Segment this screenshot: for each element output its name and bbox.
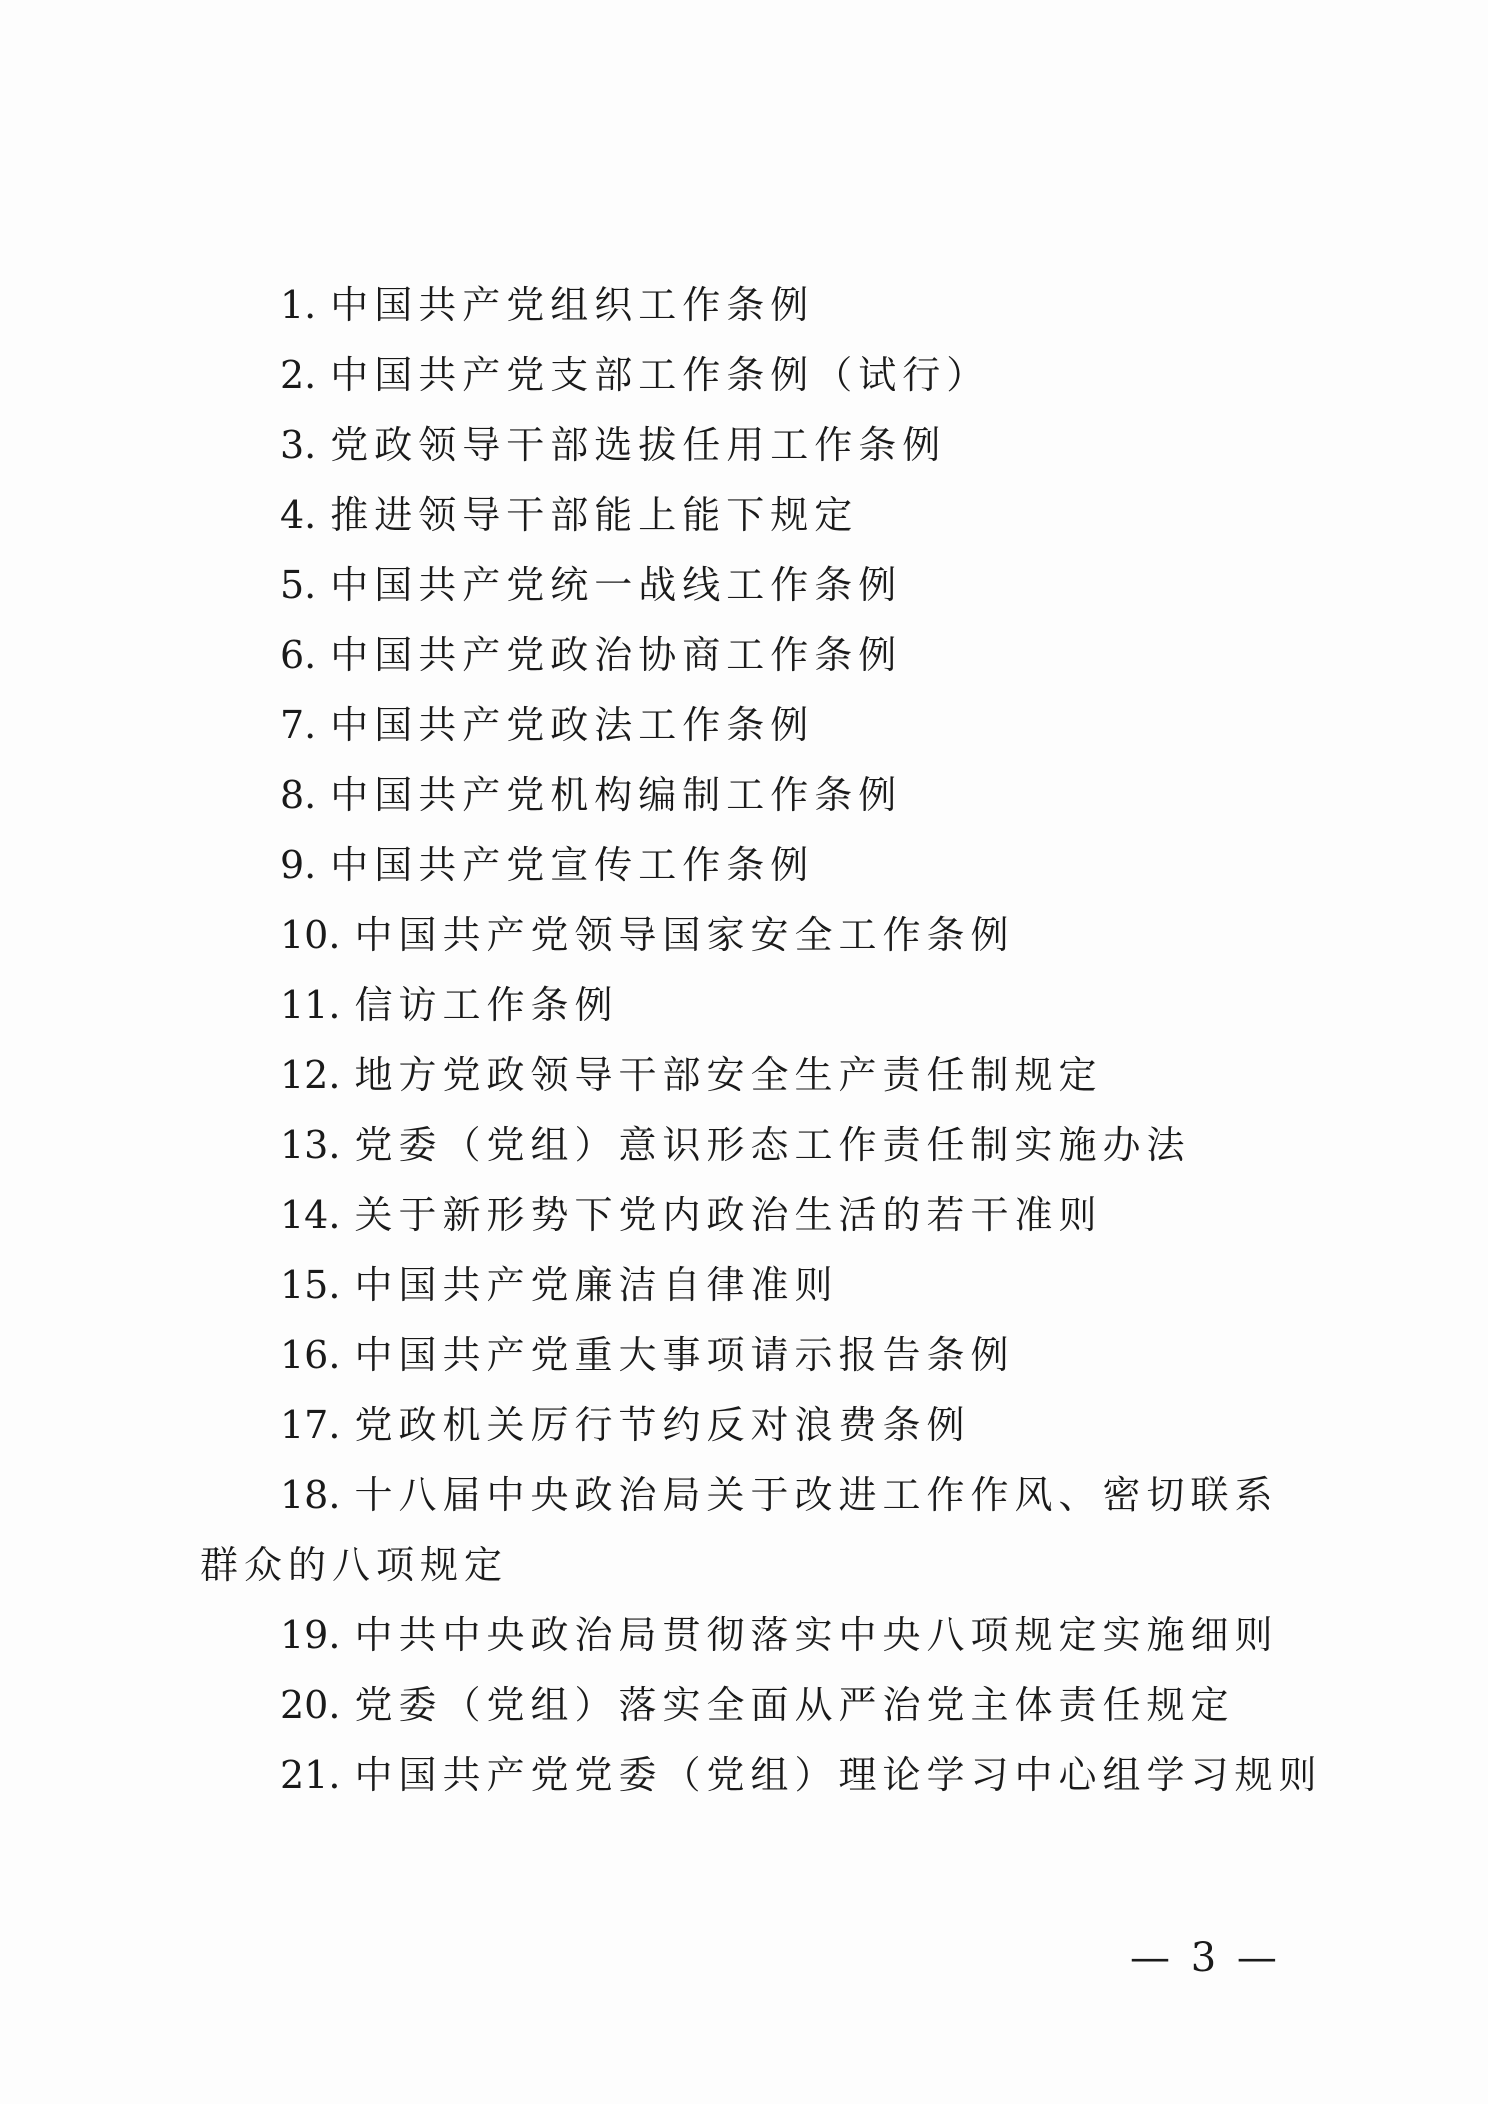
list-item [0,480,1488,550]
item-number: 17. [280,1403,341,1447]
item-text: 中国共产党领导国家安全工作条例 [354,913,1015,957]
item-text: 中共中央政治局贯彻落实中央八项规定实施细则 [354,1613,1279,1657]
item-number: 2. [280,353,317,397]
list-item [0,1390,1488,1460]
item-text: 地方党政领导干部安全生产责任制规定 [354,1053,1103,1097]
item-number: 21. [280,1753,341,1797]
item-number: 7. [280,703,317,747]
item-text: 中国共产党党委（党组）理论学习中心组学习规则 [354,1753,1323,1797]
item-number: 10. [280,913,341,957]
regulation-list [0,270,1488,1810]
list-item [0,1320,1488,1390]
list-item [0,1670,1488,1740]
item-number: 1. [280,283,317,327]
item-number: 13. [280,1123,341,1167]
list-item [0,340,1488,410]
item-number: 6. [280,633,317,677]
item-number: 18. [280,1473,341,1517]
item-number: 4. [280,493,317,537]
item-number: 15. [280,1263,341,1307]
item-text: 中国共产党政治协商工作条例 [330,633,903,677]
item-text: 中国共产党宣传工作条例 [330,843,815,887]
item-text: 党委（党组）落实全面从严治党主体责任规定 [354,1683,1235,1727]
list-item [0,1740,1488,1810]
list-item [0,270,1488,340]
page-number: — 3 — [1130,1935,1281,1981]
item-text: 党政机关厉行节约反对浪费条例 [354,1403,971,1447]
list-item [0,900,1488,970]
list-item [0,550,1488,620]
list-item [0,620,1488,690]
item-number: 5. [280,563,317,607]
item-text: 党委（党组）意识形态工作责任制实施办法 [354,1123,1191,1167]
item-text: 中国共产党统一战线工作条例 [330,563,903,607]
item-text: 中国共产党组织工作条例 [330,283,815,327]
item-number: 16. [280,1333,341,1377]
list-item [0,410,1488,480]
item-text: 信访工作条例 [354,983,619,1027]
item-number: 12. [280,1053,341,1097]
list-item [0,1040,1488,1110]
item-number: 11. [280,983,341,1027]
item-text: 十八届中央政治局关于改进工作作风、密切联系群众的八项规定 [200,1473,1279,1587]
list-item [0,1600,1488,1670]
list-item [0,690,1488,760]
list-item [0,970,1488,1040]
item-text: 关于新形势下党内政治生活的若干准则 [354,1193,1103,1237]
item-number: 19. [280,1613,341,1657]
item-text: 推进领导干部能上能下规定 [330,493,859,537]
list-item [0,1180,1488,1250]
item-number: 20. [280,1683,341,1727]
item-number: 9. [280,843,317,887]
item-number: 8. [280,773,317,817]
list-item [0,1110,1488,1180]
item-text: 中国共产党重大事项请示报告条例 [354,1333,1015,1377]
item-number: 14. [280,1193,341,1237]
item-text: 中国共产党机构编制工作条例 [330,773,903,817]
item-text: 中国共产党廉洁自律准则 [354,1263,839,1307]
item-number: 3. [280,423,317,467]
list-item [0,760,1488,830]
item-text: 中国共产党政法工作条例 [330,703,815,747]
item-text: 党政领导干部选拔任用工作条例 [330,423,947,467]
item-text: 中国共产党支部工作条例（试行） [330,353,991,397]
list-item [0,1460,1488,1600]
list-item [0,830,1488,900]
list-item [0,1250,1488,1320]
